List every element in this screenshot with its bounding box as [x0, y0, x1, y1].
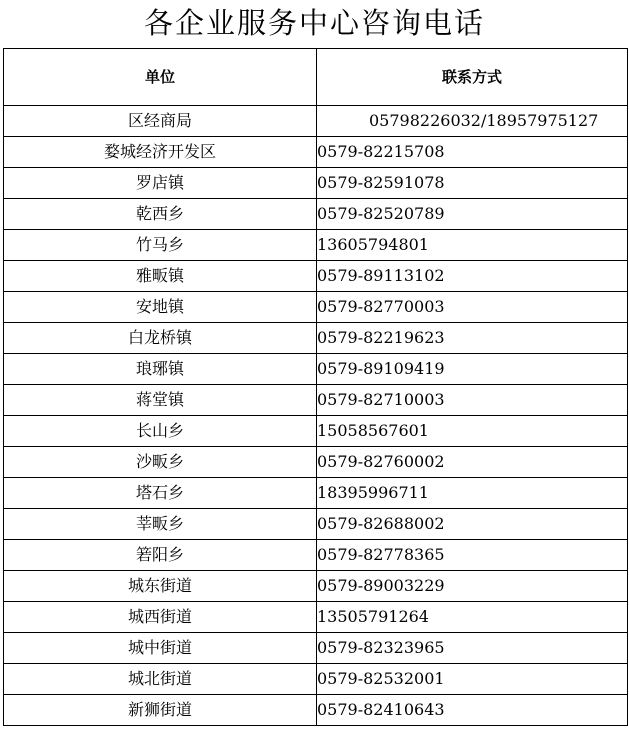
table-row — [4, 106, 628, 137]
unit-cell: 箬阳乡 — [4, 540, 317, 571]
column-header-unit: 单位 — [4, 49, 317, 106]
unit-cell: 城东街道 — [4, 571, 317, 602]
unit-cell: 安地镇 — [4, 292, 317, 323]
table-row — [4, 664, 628, 695]
table-row — [4, 571, 628, 602]
phone-cell: 0579-89113102 — [317, 261, 628, 292]
table-row — [4, 385, 628, 416]
phone-cell: 0579-82215708 — [317, 137, 628, 168]
unit-cell: 雅畈镇 — [4, 261, 317, 292]
phone-cell: 0579-82410643 — [317, 695, 628, 726]
table-row — [4, 633, 628, 664]
table-row — [4, 261, 628, 292]
table-row — [4, 602, 628, 633]
table-row — [4, 540, 628, 571]
phone-cell: 18395996711 — [317, 478, 628, 509]
unit-cell: 白龙桥镇 — [4, 323, 317, 354]
phone-cell: 13505791264 — [317, 602, 628, 633]
phone-cell: 0579-82688002 — [317, 509, 628, 540]
unit-cell: 沙畈乡 — [4, 447, 317, 478]
table-row — [4, 447, 628, 478]
unit-cell: 城西街道 — [4, 602, 317, 633]
unit-cell: 蒋堂镇 — [4, 385, 317, 416]
table-row — [4, 137, 628, 168]
unit-cell: 新狮街道 — [4, 695, 317, 726]
table-row — [4, 323, 628, 354]
phone-cell: 0579-89109419 — [317, 354, 628, 385]
table-header-row — [4, 49, 628, 106]
phone-cell: 0579-82710003 — [317, 385, 628, 416]
contact-table — [3, 48, 628, 726]
phone-cell: 05798226032/18957975127 — [317, 106, 628, 137]
table-row — [4, 292, 628, 323]
unit-cell: 莘畈乡 — [4, 509, 317, 540]
unit-cell: 长山乡 — [4, 416, 317, 447]
table-row — [4, 509, 628, 540]
unit-cell: 区经商局 — [4, 106, 317, 137]
phone-cell: 0579-82591078 — [317, 168, 628, 199]
unit-cell: 婺城经济开发区 — [4, 137, 317, 168]
phone-cell: 13605794801 — [317, 230, 628, 261]
unit-cell: 塔石乡 — [4, 478, 317, 509]
table-row — [4, 416, 628, 447]
unit-cell: 琅琊镇 — [4, 354, 317, 385]
phone-cell: 0579-89003229 — [317, 571, 628, 602]
unit-cell: 竹马乡 — [4, 230, 317, 261]
phone-cell: 15058567601 — [317, 416, 628, 447]
unit-cell: 城中街道 — [4, 633, 317, 664]
unit-cell: 城北街道 — [4, 664, 317, 695]
table-row — [4, 478, 628, 509]
phone-cell: 0579-82760002 — [317, 447, 628, 478]
unit-cell: 罗店镇 — [4, 168, 317, 199]
phone-cell: 0579-82532001 — [317, 664, 628, 695]
table-row — [4, 230, 628, 261]
column-header-contact: 联系方式 — [317, 49, 628, 106]
table-row — [4, 695, 628, 726]
table-row — [4, 354, 628, 385]
phone-cell: 0579-82323965 — [317, 633, 628, 664]
phone-cell: 0579-82219623 — [317, 323, 628, 354]
unit-cell: 乾西乡 — [4, 199, 317, 230]
phone-cell: 0579-82778365 — [317, 540, 628, 571]
table-row — [4, 199, 628, 230]
page-title: 各企业服务中心咨询电话 — [143, 6, 485, 40]
phone-cell: 0579-82770003 — [317, 292, 628, 323]
table-row — [4, 168, 628, 199]
phone-cell: 0579-82520789 — [317, 199, 628, 230]
